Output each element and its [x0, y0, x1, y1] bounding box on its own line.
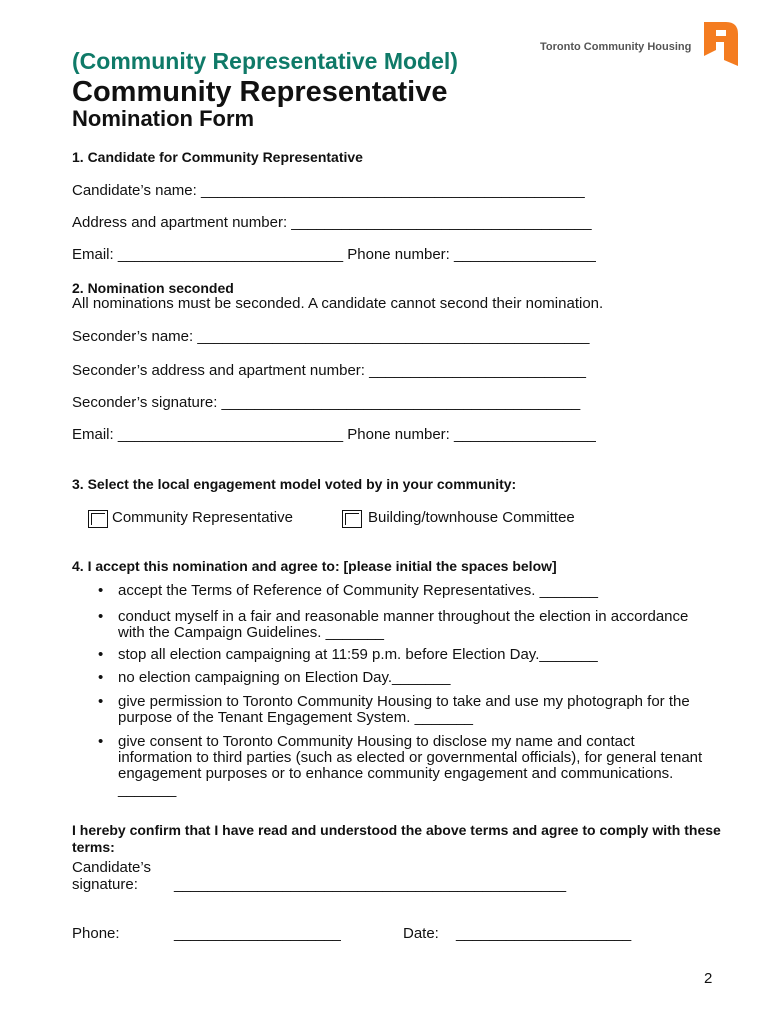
logo-text: Toronto Community Housing — [540, 41, 692, 53]
agreement-item: • no election campaigning on Election Day._______ — [98, 670, 708, 686]
signature-label-line1: Candidate’s — [72, 859, 151, 876]
option-building-committee-label: Building/townhouse Committee — [368, 509, 575, 526]
agreement-item: • give consent to Toronto Community Housing to disclose my name and contact information to third parties (such as elected or governmental officials), for general tenant engagement purposes or to enhance community engagement and communications. _______ — [98, 734, 708, 798]
phone-label: Phone: — [72, 925, 120, 942]
agreement-item: • accept the Terms of Reference of Community Representatives. _______ — [98, 583, 708, 599]
building-committee-checkbox[interactable] — [342, 510, 362, 528]
seconder-address-field[interactable]: Seconder’s address and apartment number: __________________________ — [72, 362, 587, 379]
email-phone-field[interactable]: Email: ___________________________ Phone number: _________________ — [72, 246, 596, 263]
section3-heading: 3. Select the local engagement model voted by in your community: — [72, 476, 517, 492]
address-field[interactable]: Address and apartment number: ____________________________________ — [72, 214, 592, 231]
seconder-name-field[interactable]: Seconder’s name: _______________________________________________ — [72, 328, 590, 345]
page-title: Community Representative — [72, 76, 448, 108]
section4-heading: 4. I accept this nomination and agree to: [please initial the spaces below] — [72, 558, 557, 574]
section2-note: All nominations must be seconded. A candidate cannot second their nomination. — [72, 295, 604, 312]
date-label: Date: — [403, 925, 439, 942]
seconder-signature-field[interactable]: Seconder’s signature: ___________________________________________ — [72, 394, 581, 411]
phone-field[interactable]: ____________________ — [174, 925, 341, 942]
agreement-item: • stop all election campaigning at 11:59 p.m. before Election Day._______ — [98, 647, 708, 663]
confirmation-statement: I hereby confirm that I have read and understood the above terms and agree to comply with these terms: — [72, 822, 721, 855]
agreement-item: • conduct myself in a fair and reasonable manner throughout the election in accordance with the Campaign Guidelines. _______ — [98, 609, 708, 641]
page-number: 2 — [704, 970, 713, 987]
agreement-list — [98, 583, 708, 798]
page-title-line2: Nomination Form — [72, 106, 255, 131]
agreement-item: • give permission to Toronto Community Housing to take and use my photograph for the purpose of the Tenant Engagement System. _______ — [98, 694, 708, 726]
candidate-signature-field[interactable]: _______________________________________________ — [174, 876, 567, 893]
tch-logo-icon — [702, 20, 740, 68]
section1-heading: 1. Candidate for Community Representative — [72, 149, 363, 165]
subtitle: (Community Representative Model) — [72, 48, 458, 74]
community-representative-checkbox[interactable] — [88, 510, 108, 528]
candidate-name-field[interactable]: Candidate’s name: ______________________________________________ — [72, 182, 585, 199]
option-community-representative-label: Community Representative — [112, 509, 293, 526]
signature-label-line2: signature: — [72, 876, 138, 893]
date-field[interactable]: _____________________ — [456, 925, 632, 942]
section2-heading: 2. Nomination seconded — [72, 280, 234, 296]
seconder-email-phone-field[interactable]: Email: ___________________________ Phone number: _________________ — [72, 426, 596, 443]
